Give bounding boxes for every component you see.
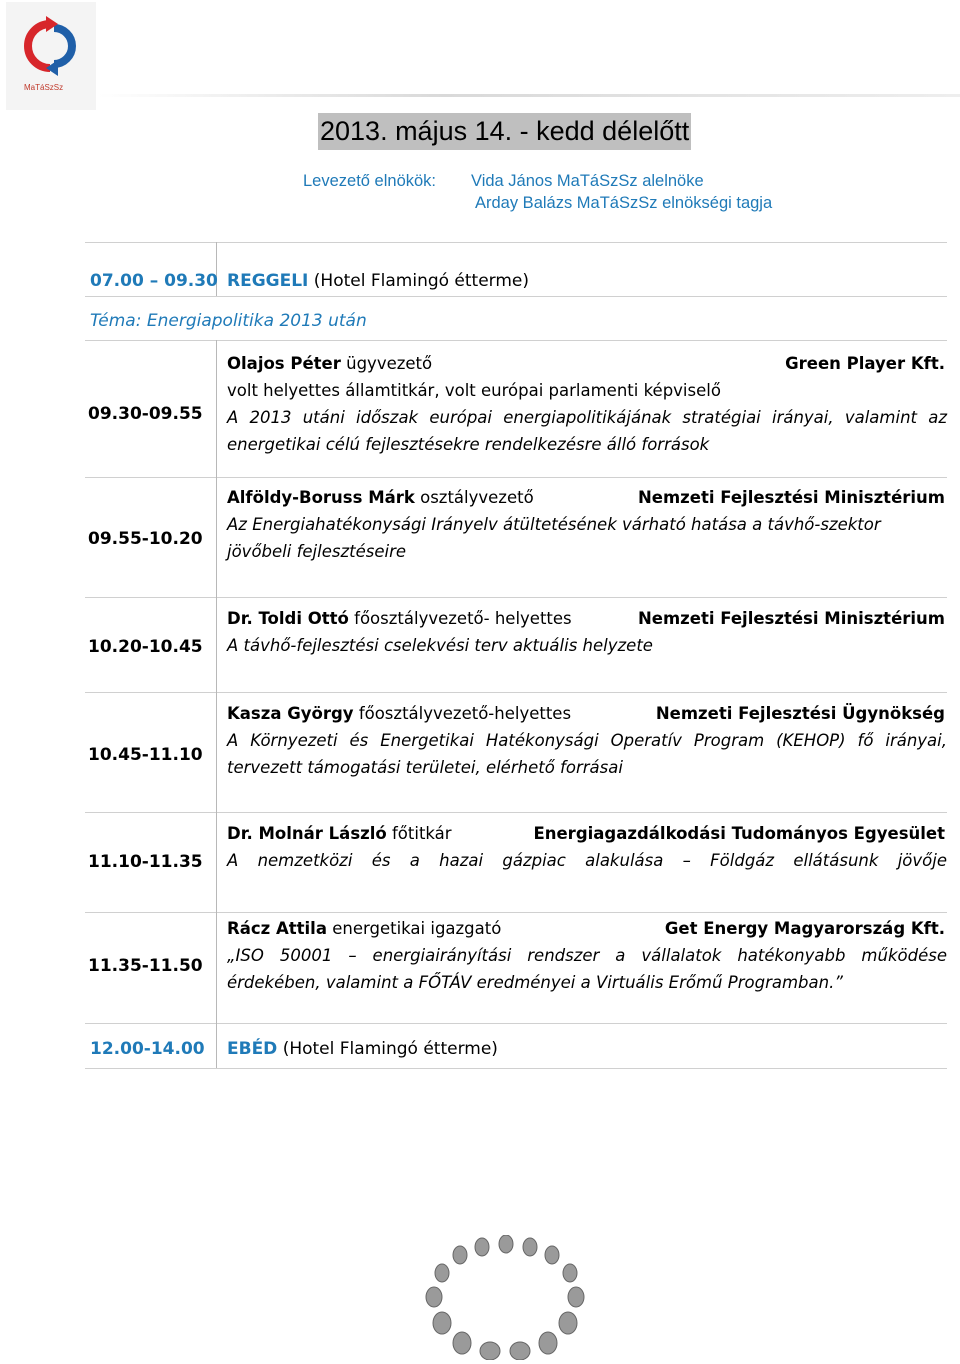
- speaker-name: Dr. Molnár László: [227, 824, 387, 843]
- session-row: [227, 820, 947, 874]
- session-time: 11.35-11.50: [88, 956, 203, 976]
- session-row: [227, 350, 947, 458]
- lunch-time: 12.00-14.00: [90, 1039, 205, 1059]
- speaker-org: Green Player Kft.: [785, 354, 945, 373]
- speaker-role: főosztályvezető- helyettes: [354, 609, 572, 628]
- session-time: 09.55-10.20: [88, 529, 203, 549]
- speaker-role: osztályvezető: [420, 488, 534, 507]
- logo-text: MaTáSzSz: [24, 83, 64, 92]
- chairs-label: Levezető elnökök:: [303, 172, 437, 190]
- table-divider: [85, 1068, 947, 1069]
- table-divider: [85, 1023, 947, 1024]
- session-title: A nemzetközi és a hazai gázpiac alakulása – Földgáz ellátásunk jövője: [227, 851, 947, 870]
- session-row: [227, 700, 947, 781]
- session-row: [227, 915, 947, 996]
- speaker-role: ügyvezető: [346, 354, 433, 373]
- matassz-logo-icon: [6, 2, 96, 110]
- speaker-org: Energiagazdálkodási Tudományos Egyesület: [533, 824, 945, 843]
- speaker-role: főtitkár: [391, 824, 452, 843]
- speaker-org: Nemzeti Fejlesztési Minisztérium: [637, 609, 945, 628]
- speaker-org: Nemzeti Fejlesztési Minisztérium: [637, 488, 945, 507]
- session-row: [227, 484, 947, 565]
- column-divider: [216, 340, 217, 1068]
- chairs-circle-icon: [420, 1235, 590, 1360]
- breakfast-row: [227, 271, 529, 291]
- session-time: 10.20-10.45: [88, 637, 203, 657]
- breakfast-place: (Hotel Flamingó étterme): [313, 271, 530, 291]
- table-divider: [85, 477, 947, 478]
- lunch-row: [227, 1039, 498, 1059]
- session-row: [227, 605, 947, 659]
- day-title: 2013. május 14. - kedd délelőtt: [318, 113, 691, 150]
- speaker-org: Get Energy Magyarország Kft.: [664, 919, 945, 938]
- speaker-role: energetikai igazgató: [332, 919, 502, 938]
- chair-first: Vida János MaTáSzSz alelnöke: [471, 172, 704, 190]
- speaker-role: főosztályvezető-helyettes: [358, 704, 572, 723]
- speaker-name: Dr. Toldi Ottó: [227, 609, 349, 628]
- session-title: A 2013 utáni időszak európai energiapolitikájának stratégiai irányai, valamint az energetikai célú fejlesztésekre rendelkezésre álló források: [227, 408, 947, 454]
- chair-second: Arday Balázs MaTáSzSz elnökségi tagja: [475, 194, 773, 212]
- session-time: 09.30-09.55: [88, 404, 203, 424]
- table-divider: [85, 912, 947, 913]
- table-divider: [85, 692, 947, 693]
- session-title: A Környezeti és Energetikai Hatékonysági Operatív Program (KEHOP) fő irányai, tervezett támogatási területei, elérhető forrásai: [227, 731, 947, 777]
- lunch-place: (Hotel Flamingó étterme): [282, 1039, 498, 1059]
- session-title: A távhő-fejlesztési cselekvési terv aktuális helyzete: [227, 636, 653, 655]
- lunch-label: EBÉD: [227, 1039, 278, 1059]
- table-divider: [85, 340, 947, 341]
- speaker-name: Rácz Attila: [227, 919, 327, 938]
- speaker-name: Olajos Péter: [227, 354, 341, 373]
- speaker-org: Nemzeti Fejlesztési Ügynökség: [655, 704, 945, 723]
- table-divider: [85, 812, 947, 813]
- breakfast-time: 07.00 – 09.30: [90, 271, 218, 291]
- topic-heading: Téma: Energiapolitika 2013 után: [90, 311, 367, 331]
- table-divider: [85, 296, 947, 297]
- table-divider: [85, 597, 947, 598]
- speaker-extra: volt helyettes államtitkár, volt európai parlamenti képviselő: [227, 381, 721, 400]
- breakfast-label: REGGELI: [227, 271, 309, 291]
- speaker-name: Alföldy-Boruss Márk: [227, 488, 415, 507]
- session-title: „ISO 50001 – energiairányítási rendszer a vállalatok hatékonyabb működése érdekében, valamint a FŐTÁV eredményei a Virtuális Erőmű Programban.”: [227, 946, 947, 992]
- table-divider: [85, 242, 947, 243]
- session-title: Az Energiahatékonysági Irányelv átültetésének várható hatása a távhő-szektor jövőbeli fejlesztéseire: [227, 515, 881, 561]
- session-time: 11.10-11.35: [88, 852, 203, 872]
- session-time: 10.45-11.10: [88, 745, 203, 765]
- speaker-name: Kasza György: [227, 704, 354, 723]
- header-divider: [98, 94, 960, 97]
